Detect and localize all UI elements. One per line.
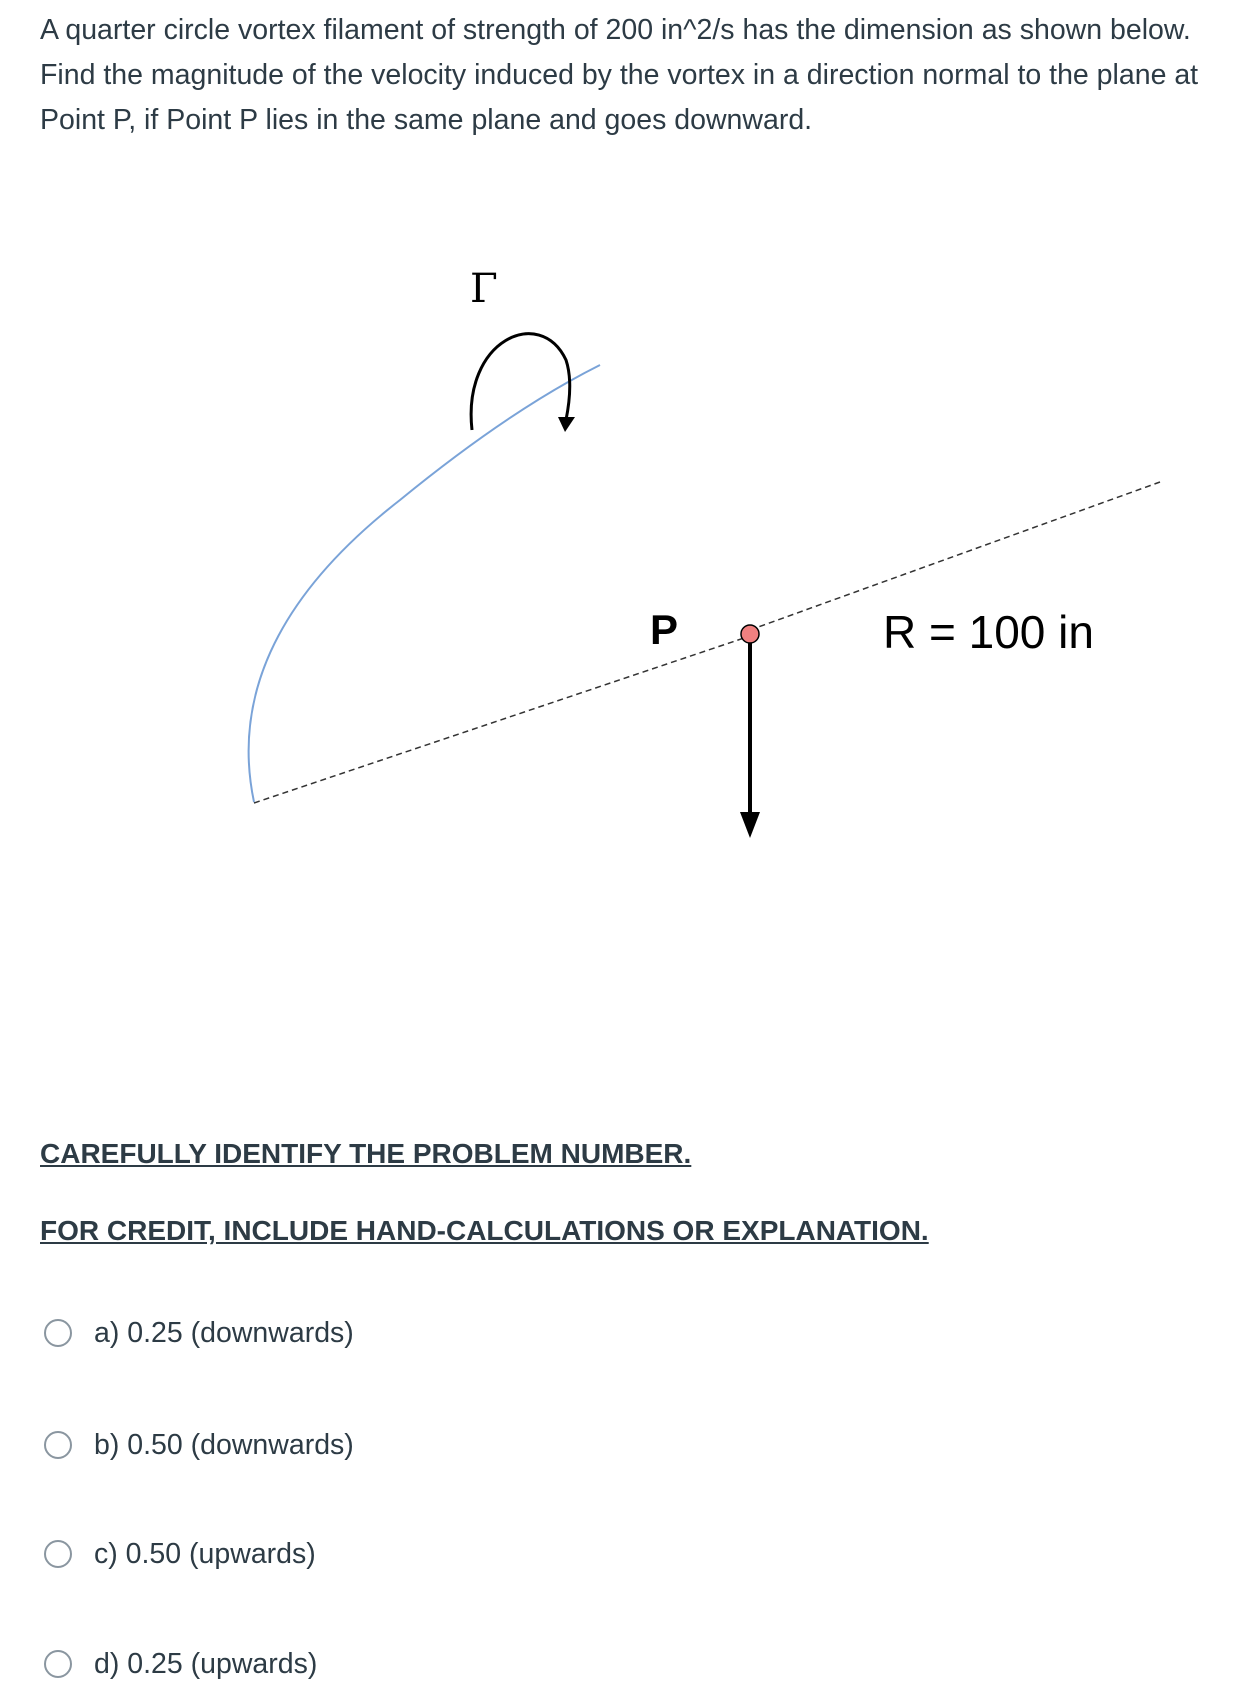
- question-text: A quarter circle vortex filament of strength of 200 in^2/s has the dimension as shown below. Find the magnitude of the velocity induced by the vortex in a direction normal to the plane at Point P, if Point P lies in the same plane and goes downward.: [40, 14, 1199, 136]
- radio-button[interactable]: [44, 1650, 72, 1678]
- answer-option-d[interactable]: [44, 1644, 317, 1684]
- option-label: a) 0.25 (downwards): [94, 1316, 354, 1349]
- circulation-arrowhead: [558, 417, 575, 432]
- radio-button[interactable]: [44, 1540, 72, 1568]
- dashed-radius-bottom: [254, 636, 750, 803]
- answer-option-a[interactable]: [44, 1313, 354, 1353]
- radio-button[interactable]: [44, 1319, 72, 1347]
- notice-problem-number: CAREFULLY IDENTIFY THE PROBLEM NUMBER.: [40, 1138, 692, 1169]
- answer-option-c[interactable]: [44, 1534, 316, 1574]
- velocity-arrowhead: [740, 812, 760, 838]
- option-label: b) 0.50 (downwards): [94, 1428, 354, 1461]
- notice-hand-calculations: FOR CREDIT, INCLUDE HAND-CALCULATIONS OR EXPLANATION.: [40, 1215, 929, 1246]
- radius-label: R = 100 in: [883, 606, 1094, 658]
- option-label: d) 0.25 (upwards): [94, 1647, 318, 1680]
- vortex-diagram: [0, 240, 1260, 880]
- point-p-marker: [741, 625, 759, 643]
- gamma-label: Γ: [470, 266, 498, 312]
- point-p-label: P: [650, 606, 679, 653]
- radio-button[interactable]: [44, 1431, 72, 1459]
- circulation-arrow: [471, 334, 570, 430]
- option-label: c) 0.50 (upwards): [94, 1537, 316, 1570]
- answer-option-b[interactable]: [44, 1425, 354, 1465]
- vortex-filament-arc: [249, 365, 600, 802]
